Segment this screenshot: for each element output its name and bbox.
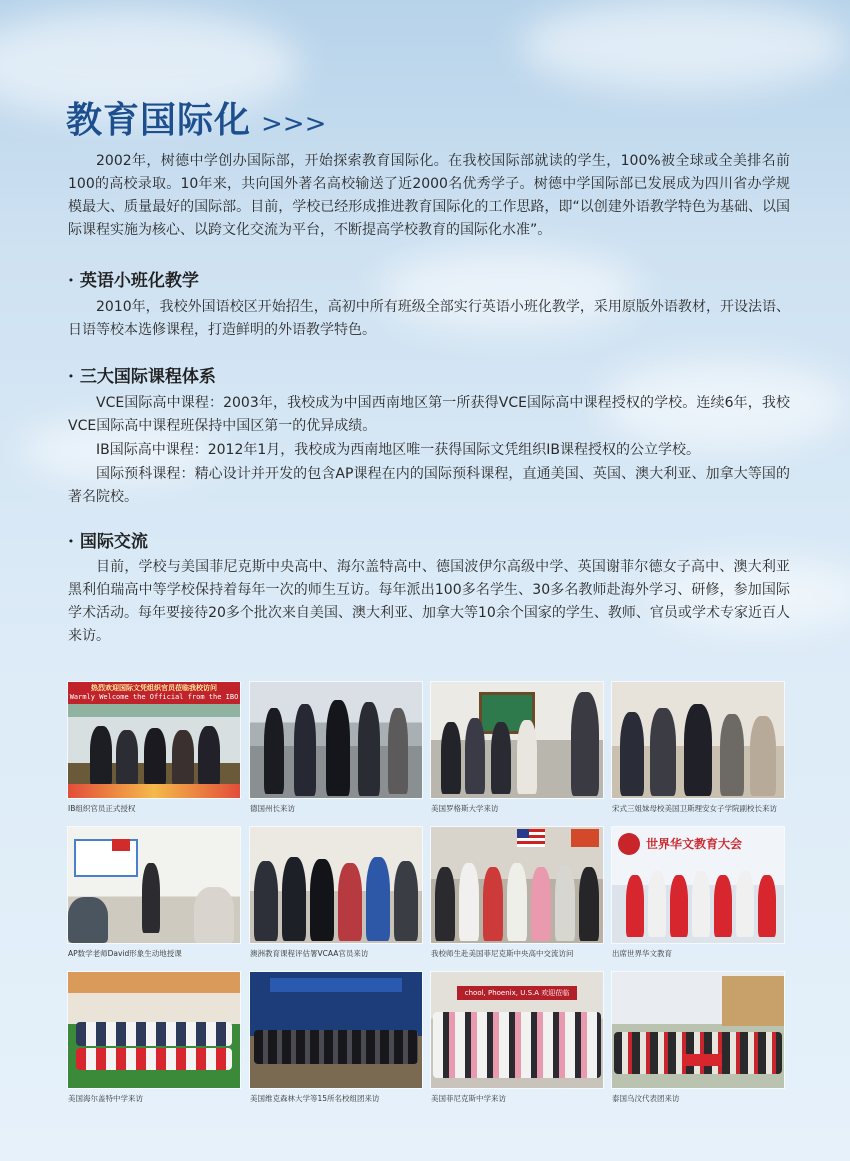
section-text-exchange: 目前，学校与美国菲尼克斯中央高中、海尔盖特高中、德国波伊尔高级中学、英国谢菲尔德女子高中、澳大利亚黑利伯瑞高中等学校保持着每年一次的师生互访。每年派出100多名学生、30多名教师赴海外学习、研修，参加国际学术活动。每年要接待20多个批次来自美国、澳大利亚、加拿大等10余个国家的学生、教师、官员或学术专家近百人来访。 bbox=[68, 559, 790, 644]
section-heading-english bbox=[68, 266, 199, 291]
photo-phoenix-exchange bbox=[431, 827, 603, 943]
curriculum-ap: 国际预科课程：精心设计并开发的包含AP课程在内的国际预科课程，直通美国、英国、澳大利亚、加拿大等国的著名院校。 bbox=[68, 466, 790, 505]
photo-caption: 澳洲教育课程评估署VCAA官员来访 bbox=[250, 949, 369, 958]
photo-ibo-authorization bbox=[68, 682, 240, 798]
photo-phoenix-visit bbox=[431, 972, 603, 1088]
photo-highgate-visit bbox=[68, 972, 240, 1088]
photo-banner-text: chool, Phoenix, U.S.A 欢迎莅临 bbox=[464, 989, 570, 997]
photo-wesleyan-visit bbox=[612, 682, 784, 798]
photo-banner-text: 世界华文教育大会 bbox=[646, 837, 743, 851]
section-heading-exchange bbox=[68, 527, 148, 552]
photo-rutgers-visit bbox=[431, 682, 603, 798]
photo-caption: AP数学老师David形象生动地授课 bbox=[68, 949, 182, 958]
intro-paragraph: 2002年，树德中学创办国际部，开始探索教育国际化。在我校国际部就读的学生，100%被全球或全美排名前100的高校录取。10年来，共向国外著名高校输送了近2000名优秀学子。树德中学国际部已发展成为四川省办学规模最大、质量最好的国际部。目前，学校已经形成推进教育国际化的工作思路，即“以创建外语教学特色为基础、以国际课程实施为核心、以跨文化交流为平台，不断提高学校教育的国际化水准”。 bbox=[68, 153, 790, 238]
photo-caption: 出席世界华文教育 bbox=[612, 949, 672, 958]
bullet: · bbox=[68, 271, 74, 291]
photo-caption: 泰国乌汶代表团来访 bbox=[612, 1094, 680, 1103]
photo-world-chinese-education bbox=[612, 827, 784, 943]
photo-caption: IB组织官员正式授权 bbox=[68, 804, 136, 813]
section-heading-curriculum bbox=[68, 362, 216, 387]
photo-caption: 美国菲尼克斯中学来访 bbox=[431, 1094, 506, 1103]
photo-caption: 宋式三姐妹母校美国卫斯理安女子学院副校长来访 bbox=[612, 804, 777, 813]
section-title: 国际交流 bbox=[79, 532, 148, 552]
photo-caption: 德国州长来访 bbox=[250, 804, 295, 813]
bullet: · bbox=[68, 367, 74, 387]
photo-caption: 美国海尔盖特中学来访 bbox=[68, 1094, 143, 1103]
section-title: 英语小班化教学 bbox=[79, 271, 199, 291]
section-text-english: 2010年，我校外国语校区开始招生，高初中所有班级全部实行英语小班化教学，采用原版外语教材，开设法语、日语等校本选修课程，打造鲜明的外语教学特色。 bbox=[68, 299, 790, 338]
photo-caption: 美国维克森林大学等15所名校组团来访 bbox=[250, 1094, 380, 1103]
photo-caption: 我校师生赴美国菲尼克斯中央高中交流访问 bbox=[431, 949, 574, 958]
curriculum-vce: VCE国际高中课程：2003年，我校成为中国西南地区第一所获得VCE国际高中课程授权的学校。连续6年，我校VCE国际高中课程班保持中国区第一的优异成绩。 bbox=[68, 395, 790, 434]
photo-thai-delegation bbox=[612, 972, 784, 1088]
photo-caption: 美国罗格斯大学来访 bbox=[431, 804, 499, 813]
photo-ap-math-class bbox=[68, 827, 240, 943]
photo-german-governor bbox=[250, 682, 422, 798]
page-title bbox=[66, 92, 326, 143]
curriculum-ib: IB国际高中课程：2012年1月，我校成为西南地区唯一获得国际文凭组织IB课程授权的公立学校。 bbox=[96, 442, 701, 458]
photo-banner-text: 热烈欢迎国际文凭组织官员莅临我校访问 bbox=[91, 684, 217, 692]
bullet: · bbox=[68, 532, 74, 552]
photo-vcaa-visit bbox=[250, 827, 422, 943]
title-arrows: >>> bbox=[261, 109, 327, 139]
title-text: 教育国际化 bbox=[66, 99, 252, 141]
photo-banner-text-en: Warmly Welcome the Official from the IBO bbox=[69, 693, 239, 701]
photo-wake-forest-visit bbox=[250, 972, 422, 1088]
section-title: 三大国际课程体系 bbox=[79, 367, 216, 387]
